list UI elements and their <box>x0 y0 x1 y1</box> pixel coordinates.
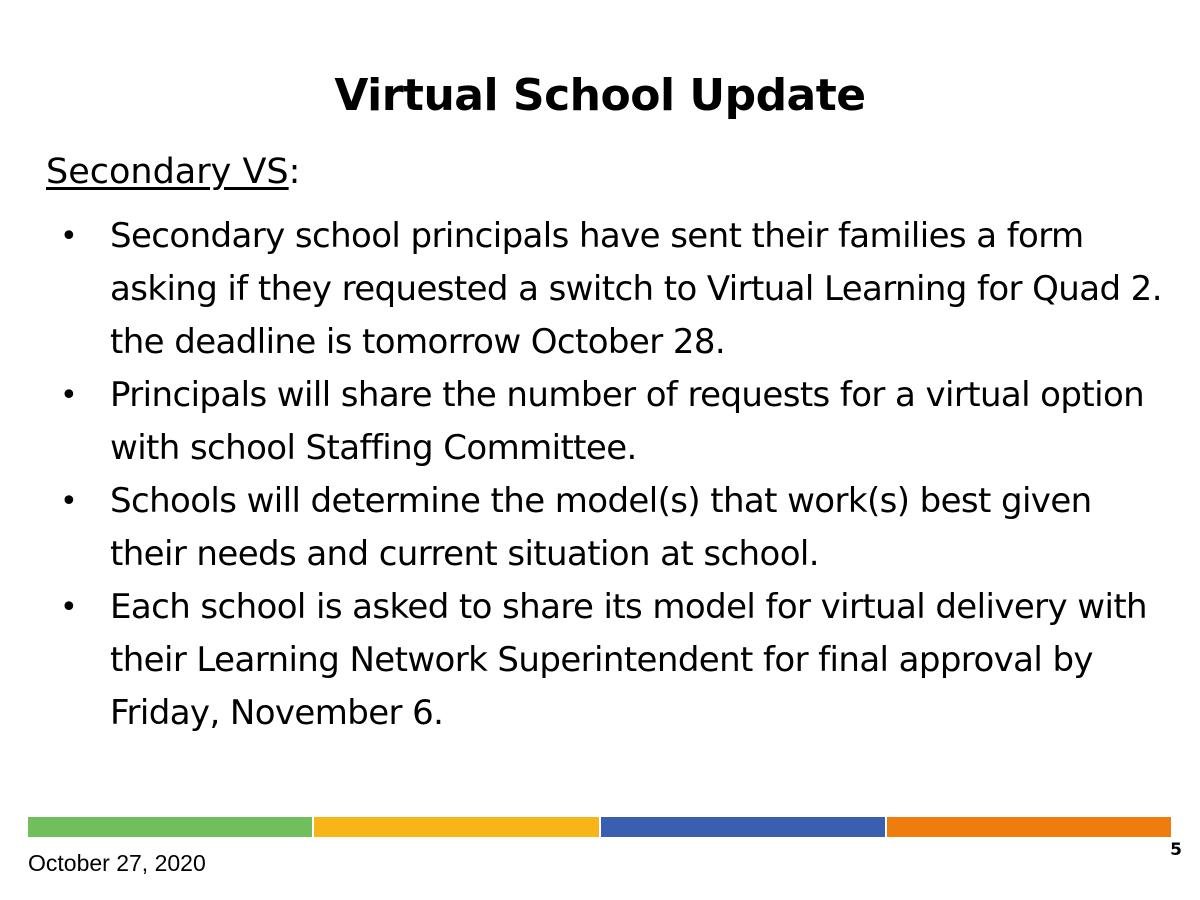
footer-date: October 27, 2020 <box>28 850 206 876</box>
bullet-icon: • <box>60 219 78 254</box>
bullet-icon: • <box>60 484 78 519</box>
bullet-item <box>60 369 1170 475</box>
bullet-item <box>60 581 1170 740</box>
bullet-text: Secondary school principals have sent their families a form asking if they requested a switch to Virtual Learning for Quad 2. the deadline is tomorrow October 28. <box>110 216 1162 362</box>
bullet-list <box>60 210 1170 740</box>
bullet-text: Schools will determine the model(s) that work(s) best given their needs and current situation at school. <box>110 481 1092 574</box>
section-heading <box>46 152 300 192</box>
bullet-text: Each school is asked to share its model for virtual delivery with their Learning Network Superintendent for final approval by Friday, November 6. <box>110 587 1147 733</box>
bullet-text: Principals will share the number of requests for a virtual option with school Staffing Committee. <box>110 375 1145 468</box>
footer-color-bar <box>28 817 1171 837</box>
color-bar-segment-green <box>28 817 312 837</box>
bullet-icon: • <box>60 378 78 413</box>
slide-title: Virtual School Update <box>334 70 866 121</box>
color-bar-segment-yellow <box>314 817 598 837</box>
section-heading-colon: : <box>288 152 301 192</box>
color-bar-segment-orange <box>887 817 1171 837</box>
bullet-item <box>60 475 1170 581</box>
section-heading-label: Secondary VS <box>46 152 289 192</box>
bullet-icon: • <box>60 590 78 625</box>
bullet-item <box>60 210 1170 369</box>
page-number: 5 <box>1170 840 1182 860</box>
color-bar-segment-blue <box>601 817 885 837</box>
